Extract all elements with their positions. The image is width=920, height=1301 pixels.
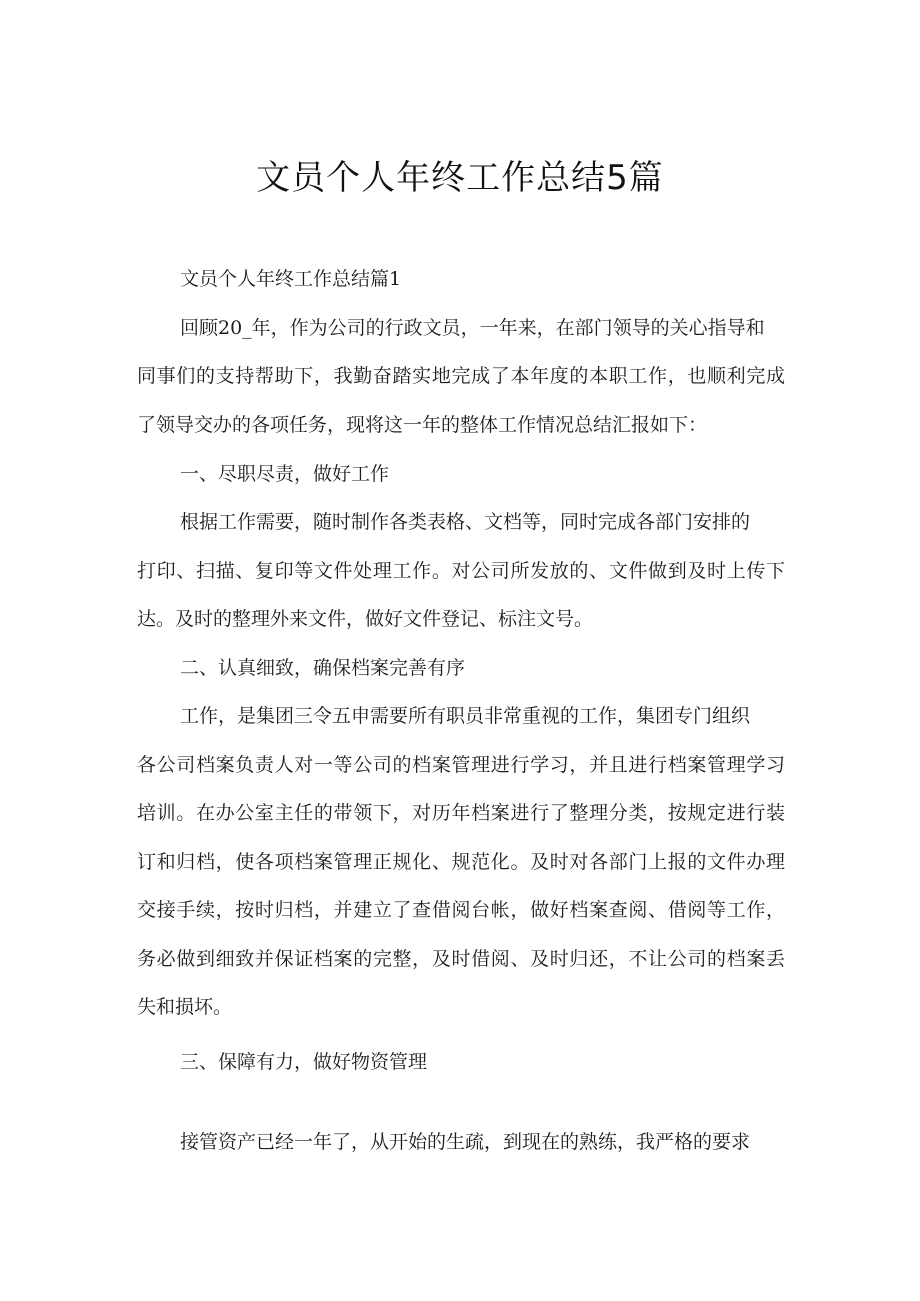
paragraph-line: 了领导交办的各项任务，现将这一年的整体工作情况总结汇报如下：	[137, 414, 708, 436]
section-heading: 一、尽职尽责，做好工作	[180, 463, 390, 485]
paragraph-line: 订和归档，使各项档案管理正规化、规范化。及时对各部门上报的文件办理	[137, 851, 785, 873]
paragraph-line: 达。及时的整理外来文件，做好文件登记、标注文号。	[137, 608, 594, 630]
paragraph-line: 接管资产已经一年了，从开始的生疏，到现在的熟练，我严格的要求	[180, 1131, 751, 1153]
paragraph-line: 交接手续，按时归档，并建立了查借阅台帐，做好档案查阅、借阅等工作，	[137, 899, 785, 921]
section-heading: 文员个人年终工作总结篇1	[180, 268, 402, 290]
paragraph-line: 打印、扫描、复印等文件处理工作。对公司所发放的、文件做到及时上传下	[137, 560, 785, 582]
paragraph-line: 同事们的支持帮助下，我勤奋踏实地完成了本年度的本职工作，也顺利完成	[137, 365, 785, 387]
section-heading: 三、保障有力，做好物资管理	[180, 1051, 428, 1073]
section-heading: 二、认真细致，确保档案完善有序	[180, 657, 466, 679]
paragraph-line: 回顾20_年，作为公司的行政文员，一年来，在部门领导的关心指导和	[180, 317, 765, 339]
paragraph-line: 失和损坏。	[137, 996, 233, 1018]
paragraph-line: 各公司档案负责人对一等公司的档案管理进行学习，并且进行档案管理学习	[137, 754, 785, 776]
paragraph-line: 工作，是集团三令五申需要所有职员非常重视的工作，集团专门组织	[180, 705, 751, 727]
paragraph-line: 务必做到细致并保证档案的完整，及时借阅、及时归还，不让公司的档案丢	[137, 948, 785, 970]
paragraph-line: 培训。在办公室主任的带领下，对历年档案进行了整理分类，按规定进行装	[137, 802, 785, 824]
paragraph-line: 根据工作需要，随时制作各类表格、文档等，同时完成各部门安排的	[180, 511, 751, 533]
document-title: 文员个人年终工作总结5篇	[256, 158, 664, 198]
